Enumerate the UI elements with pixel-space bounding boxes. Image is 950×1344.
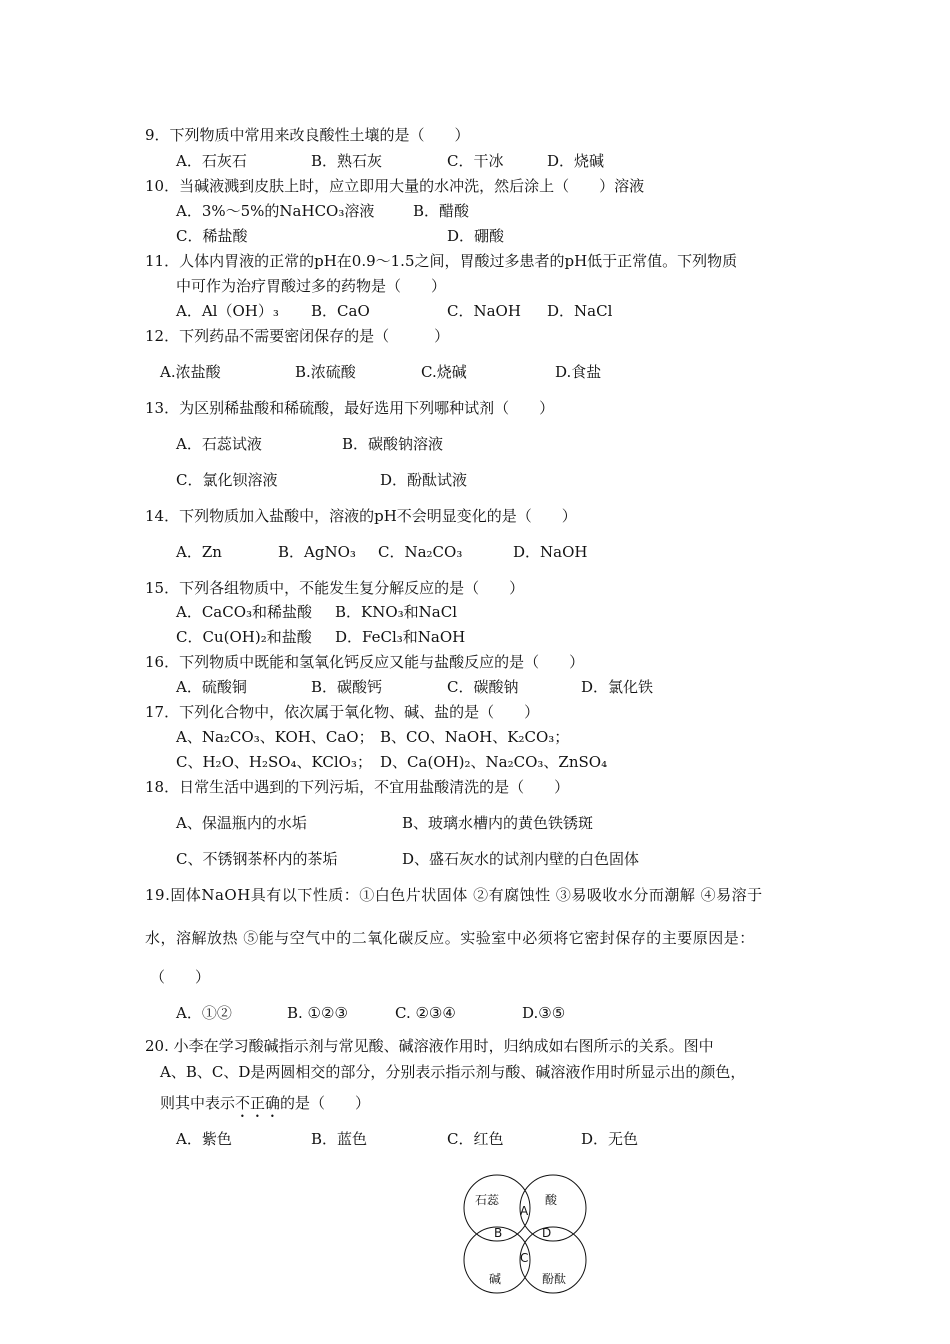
q19-option-a: A．①② [176, 1004, 232, 1022]
q15-stem: 15．下列各组物质中，不能发生复分解反应的是（ ） [145, 579, 525, 597]
q16-option-c: C．碳酸钠 [447, 678, 519, 696]
q10-option-a: A．3%～5%的NaHCO₃溶液 [176, 202, 375, 220]
q17-stem: 17．下列化合物中，依次属于氧化物、碱、盐的是（ ） [145, 703, 540, 721]
q9-option-a: A．石灰石 [176, 152, 247, 170]
q15-option-d: D．FeCl₃和NaOH [335, 628, 466, 646]
q18-option-b: B、玻璃水槽内的黄色铁锈斑 [402, 814, 594, 832]
q14-option-d: D．NaOH [513, 543, 588, 561]
q20-stem-line1: 20. 小李在学习酸碱指示剂与常见酸、碱溶液作用时，归纳成如右图所示的关系。图中 [145, 1037, 714, 1055]
q13-option-a: A．石蕊试液 [176, 435, 262, 453]
q18-stem: 18．日常生活中遇到的下列污垢，不宜用盐酸清洗的是（ ） [145, 778, 570, 796]
q17-option-a: A、Na₂CO₃、KOH、CaO； [176, 728, 374, 746]
q13-stem: 13．为区别稀盐酸和稀硫酸，最好选用下列哪种试剂（ ） [145, 399, 555, 417]
q9-option-b: B．熟石灰 [311, 152, 383, 170]
q11-option-a: A．Al（OH）₃ [176, 302, 279, 320]
q20-stem-pre: 则其中表示 [160, 1094, 236, 1112]
q20-option-a: A．紫色 [176, 1130, 232, 1148]
q20-option-d: D．无色 [581, 1130, 639, 1148]
q19-option-c: C. ②③④ [395, 1004, 456, 1022]
q19-stem-line3: （ ） [150, 968, 211, 986]
venn-label-base: 碱 [489, 1272, 502, 1286]
q12-option-b: B.浓硫酸 [295, 363, 356, 381]
venn-region-c: C [520, 1251, 529, 1265]
q11-option-c: C．NaOH [447, 302, 521, 320]
q12-stem: 12．下列药品不需要密闭保存的是（ ） [145, 327, 450, 345]
q16-option-d: D．氯化铁 [581, 678, 654, 696]
q20-emphasis-text: 不正确 [235, 1094, 281, 1112]
q9-stem: 9．下列物质中常用来改良酸性土壤的是（ ） [145, 126, 470, 144]
q9-option-c: C．干冰 [447, 152, 504, 170]
q14-option-b: B．AgNO₃ [278, 543, 356, 561]
q11-option-d: D．NaCl [547, 302, 613, 320]
q14-option-c: C．Na₂CO₃ [378, 543, 463, 561]
venn-label-litmus: 石蕊 [475, 1193, 500, 1207]
q14-option-a: A．Zn [176, 543, 222, 561]
q10-option-d: D．硼酸 [447, 227, 505, 245]
q18-option-c: C、不锈钢茶杯内的茶垢 [176, 850, 338, 868]
q12-option-d: D.食盐 [555, 363, 602, 381]
q20-option-b: B．蓝色 [311, 1130, 368, 1148]
q19-stem-line2: 水，溶解放热 ⑤能与空气中的二氧化碳反应。实验室中必须将它密封保存的主要原因是： [145, 929, 755, 947]
q11-option-b: B．CaO [311, 302, 370, 320]
q15-option-c: C．Cu(OH)₂和盐酸 [176, 628, 312, 646]
q12-option-a: A.浓盐酸 [160, 363, 221, 381]
q19-option-d: D.③⑤ [522, 1004, 566, 1022]
q11-stem-line1: 11．人体内胃液的正常的pH在0.9～1.5之间，胃酸过多患者的pH低于正常值。下列物质 [145, 252, 738, 270]
q9-option-d: D．烧碱 [547, 152, 605, 170]
venn-label-phenolphthalein: 酚酞 [542, 1272, 567, 1286]
q19-option-b: B. ①②③ [287, 1004, 348, 1022]
venn-region-b: B [494, 1226, 503, 1240]
q15-option-a: A．CaCO₃和稀盐酸 [176, 603, 313, 621]
venn-label-acid: 酸 [545, 1193, 558, 1207]
q10-stem: 10．当碱液溅到皮肤上时，应立即用大量的水冲洗，然后涂上（ ）溶液 [145, 177, 645, 195]
venn-region-d: D [542, 1226, 552, 1240]
q20-stem-line3 [160, 1093, 370, 1121]
q16-option-a: A．硫酸铜 [176, 678, 247, 696]
q20-stem-post: 的是（ ） [280, 1094, 371, 1112]
q18-option-a: A、保温瓶内的水垢 [176, 814, 307, 832]
q20-option-c: C．红色 [447, 1130, 504, 1148]
q13-option-b: B．碳酸钠溶液 [342, 435, 444, 453]
indicator-venn-diagram [455, 1170, 595, 1300]
q13-option-d: D．酚酞试液 [380, 471, 468, 489]
q14-stem: 14．下列物质加入盐酸中，溶液的pH不会明显变化的是（ ） [145, 507, 577, 525]
q17-option-b: B、CO、NaOH、K₂CO₃； [380, 728, 570, 746]
q10-option-c: C．稀盐酸 [176, 227, 248, 245]
q18-option-d: D、盛石灰水的试剂内壁的白色固体 [402, 850, 640, 868]
q15-option-b: B．KNO₃和NaCl [335, 603, 458, 621]
q12-option-c: C.烧碱 [421, 363, 467, 381]
q17-option-c: C、H₂O、H₂SO₄、KClO₃； [176, 753, 372, 771]
q17-option-d: D、Ca(OH)₂、Na₂CO₃、ZnSO₄ [380, 753, 608, 771]
q16-stem: 16．下列物质中既能和氢氧化钙反应又能与盐酸反应的是（ ） [145, 653, 585, 671]
venn-region-a: A [520, 1204, 529, 1218]
q19-stem-line1: 19.固体NaOH具有以下性质：①白色片状固体 ②有腐蚀性 ③易吸收水分而潮解 ④易溶于 [145, 886, 763, 904]
q16-option-b: B．碳酸钙 [311, 678, 383, 696]
q20-stem-line2: A、B、C、D是两圆相交的部分，分别表示指示剂与酸、碱溶液作用时所显示出的颜色， [160, 1063, 746, 1081]
q11-stem-line2: 中可作为治疗胃酸过多的药物是（ ） [176, 277, 447, 295]
q13-option-c: C．氯化钡溶液 [176, 471, 278, 489]
q10-option-b: B．醋酸 [413, 202, 470, 220]
